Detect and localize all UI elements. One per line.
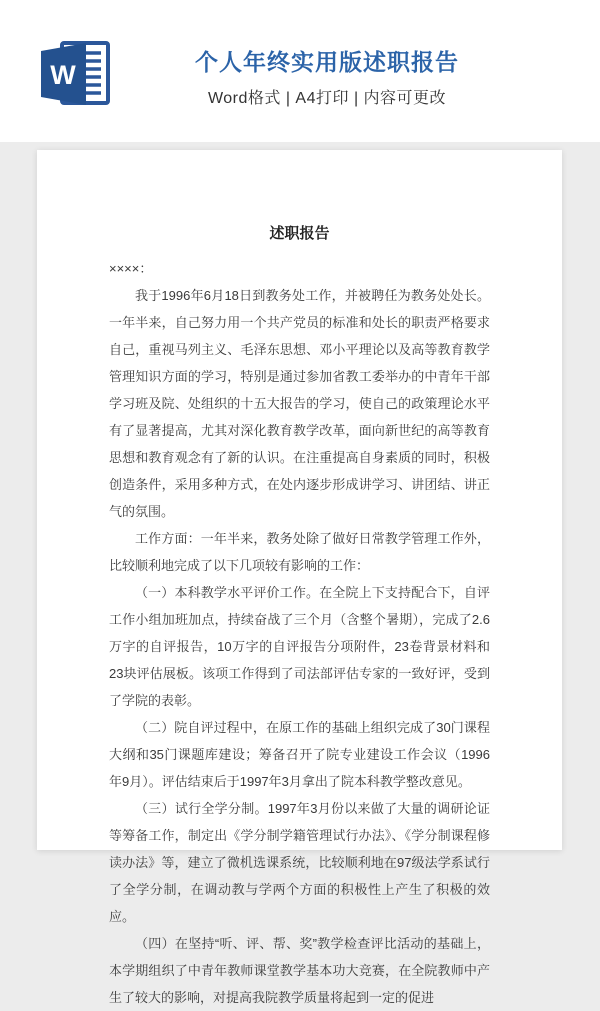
template-title: 个人年终实用版述职报告 <box>195 49 459 75</box>
header-text-block <box>112 40 542 108</box>
template-subtitle: Word格式 | A4打印 | 内容可更改 <box>207 90 447 107</box>
document-paragraph: 我于1996年6月18日到教务处工作，并被聘任为教务处处长。一年半来，自己努力用一个共产党员的标准和处长的职责严格要求自己，重视马列主义、毛泽东思想、邓小平理论以及高等教育教学管理知识方面的学习，特别是通过参加省教工委举办的中青年干部学习班及院、处组织的十五大报告的学习，使自己的政策理论水平有了显著提高，尤其对深化教育教学改革，面向新世纪的高等教育思想和教育观念有了新的认识。在注重提高自身素质的同时，积极创造条件，采用多种方式，在处内逐步形成讲学习、讲团结、讲正气的氛围。 <box>109 288 490 519</box>
word-document-icon <box>38 39 112 109</box>
document-paragraph: 工作方面：一年半来，教务处除了做好日常教学管理工作外，比较顺利地完成了以下几项较有影响的工作： <box>109 531 490 573</box>
document-title: 述职报告 <box>269 225 330 242</box>
document-paragraph: （三）试行全学分制。1997年3月份以来做了大量的调研论证等筹备工作，制定出《学分制学籍管理试行办法》、《学分制课程修读办法》等，建立了微机选课系统，比较顺利地在97级法学系试行了全学分制，在调动教与学两个方面的积极性上产生了积极的效应。 <box>109 801 490 924</box>
document-paragraph: （一）本科教学水平评价工作。在全院上下支持配合下，自评工作小组加班加点，持续奋战了三个月（含整个暑期），完成了2.6万字的自评报告，10万字的自评报告分项附件，23卷背景材料和23块评估展板。该项工作得到了司法部评估专家的一致好评，受到了学院的表彰。 <box>109 585 490 708</box>
document-paragraph: （四）在坚持“听、评、帮、奖”教学检查评比活动的基础上，本学期组织了中青年教师课堂教学基本功大竞赛，在全院教师中产生了较大的影响，对提高我院教学质量将起到一定的促进 <box>109 936 490 1005</box>
document-paragraph: （二）院自评过程中，在原工作的基础上组织完成了30门课程大纲和35门课题库建设；筹备召开了院专业建设工作会议（1996年9月）。评估结束后于1997年3月拿出了院本科教学整改意见。 <box>109 720 490 789</box>
paragraph-list <box>109 282 490 1011</box>
word-icon-letter: W <box>50 60 76 90</box>
salutation-line: ××××： <box>109 261 153 276</box>
document-page <box>37 150 562 1005</box>
template-header <box>0 0 600 142</box>
